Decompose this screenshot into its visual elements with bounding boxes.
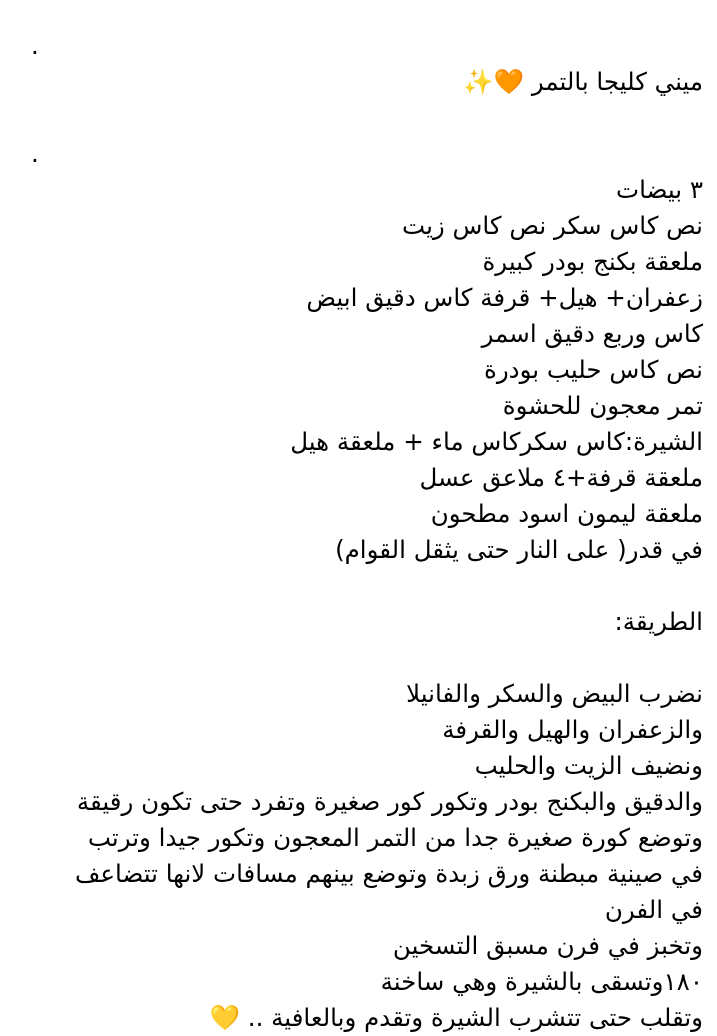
step-line: والزعفران والهيل والقرفة: [442, 715, 703, 744]
step-line: ونضيف الزيت والحليب: [474, 751, 703, 780]
ingredients-list: [13, 172, 703, 568]
ingredient-line: في قدر( على النار حتى يثقل القوام): [335, 535, 703, 564]
step-line: في الفرن: [604, 895, 703, 924]
ingredient-line: ملعقة بكنج بودر كبيرة: [482, 247, 703, 276]
step-line: في صينية مبطنة ورق زبدة وتوضع بينهم مسافات لانها تتضاعف: [75, 859, 703, 888]
ingredient-line: ٣ بيضات: [616, 175, 703, 204]
recipe-title: ميني كليجا بالتمر 🧡✨: [463, 67, 703, 96]
ingredient-line: نص كاس سكر نص كاس زيت: [402, 211, 703, 240]
recipe-note: [13, 28, 703, 1036]
blank-line: [13, 568, 703, 604]
ingredient-line: ملعقة قرفة+٤ ملاعق عسل: [419, 463, 703, 492]
method-heading: الطريقة:: [614, 607, 703, 636]
step-line: وتوضع كورة صغيرة جدا من التمر المعجون وتكور جيدا وترتب: [87, 823, 703, 852]
blank-line: [13, 640, 703, 676]
ingredient-line: الشيرة:كاس سكركاس ماء + ملعقة هيل: [290, 427, 703, 456]
ingredient-line: زعفران+ هيل+ قرفة كاس دقيق ابيض: [306, 283, 703, 312]
ingredient-line: نص كاس حليب بودرة: [484, 355, 703, 384]
dot-separator: .: [31, 31, 39, 60]
blank-line: [13, 100, 703, 136]
dot-separator: .: [31, 139, 39, 168]
step-line: وتقلب حتى تتشرب الشيرة وتقدم وبالعافية .. 💛: [209, 1003, 703, 1032]
step-line: ١٨٠وتسقى بالشيرة وهي ساخنة: [380, 967, 703, 996]
ingredient-line: تمر معجون للحشوة: [502, 391, 703, 420]
ingredient-line: كاس وربع دقيق اسمر: [481, 319, 703, 348]
step-line: نضرب البيض والسكر والفانيلا: [406, 679, 703, 708]
steps-list: [13, 676, 703, 1036]
step-line: والدقيق والبكنج بودر وتكور كور صغيرة وتفرد حتى تكون رقيقة: [76, 787, 703, 816]
ingredient-line: ملعقة ليمون اسود مطحون: [430, 499, 703, 528]
step-line: وتخبز في فرن مسبق التسخين: [392, 931, 703, 960]
